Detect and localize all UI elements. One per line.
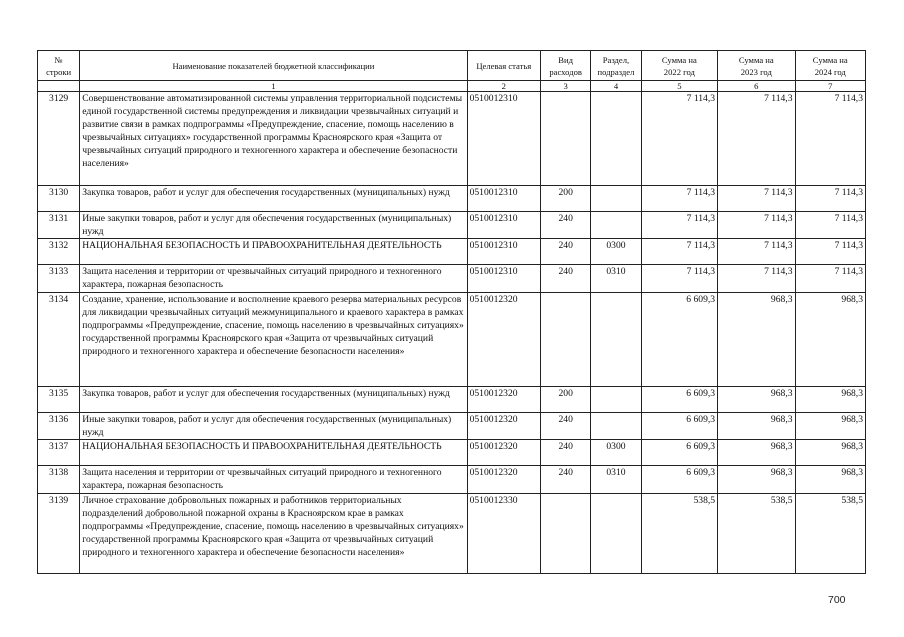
column-index: 5 xyxy=(641,81,717,92)
indicator-name: Защита населения и территории от чрезвычайных ситуаций природного и техногенного характера, пожарная безопасность xyxy=(80,466,467,494)
sum-2022: 6 609,3 xyxy=(641,440,717,466)
row-number: 3131 xyxy=(38,212,80,239)
sum-2022: 538,5 xyxy=(641,494,717,574)
sum-2022: 6 609,3 xyxy=(641,466,717,494)
indicator-name: Иные закупки товаров, работ и услуг для обеспечения государственных (муниципальных) нужд xyxy=(80,212,467,239)
row-number: 3137 xyxy=(38,440,80,466)
sum-2023: 968,3 xyxy=(718,293,795,387)
header-name: Наименование показателей бюджетной классификации xyxy=(80,51,467,81)
column-index: 6 xyxy=(718,81,795,92)
expense-type-code: 240 xyxy=(541,239,591,265)
expense-type-code xyxy=(541,92,591,186)
row-number: 3133 xyxy=(38,265,80,293)
table-row xyxy=(38,212,866,239)
table-row xyxy=(38,239,866,265)
sum-2024: 7 114,3 xyxy=(795,92,865,186)
sum-2022: 7 114,3 xyxy=(641,239,717,265)
header-expense-type: Вид расходов xyxy=(541,51,591,81)
target-article-code: 0510012320 xyxy=(467,466,540,494)
sum-2024: 968,3 xyxy=(795,387,865,413)
sum-2022: 7 114,3 xyxy=(641,265,717,293)
target-article-code: 0510012320 xyxy=(467,387,540,413)
expense-type-code xyxy=(541,293,591,387)
target-article-code: 0510012320 xyxy=(467,440,540,466)
table-row xyxy=(38,265,866,293)
section-code xyxy=(591,387,641,413)
target-article-code: 0510012330 xyxy=(467,494,540,574)
row-number: 3132 xyxy=(38,239,80,265)
row-number: 3136 xyxy=(38,413,80,440)
table-row xyxy=(38,466,866,494)
sum-2023: 7 114,3 xyxy=(718,212,795,239)
section-code xyxy=(591,92,641,186)
sum-2024: 7 114,3 xyxy=(795,186,865,212)
budget-table xyxy=(37,50,866,574)
sum-2024: 7 114,3 xyxy=(795,265,865,293)
sum-2022: 7 114,3 xyxy=(641,92,717,186)
sum-2022: 7 114,3 xyxy=(641,212,717,239)
table-row xyxy=(38,413,866,440)
indicator-name: Личное страхование добровольных пожарных и работников территориальных подразделений добровольной пожарной охраны в Красноярском крае в рамках подпрограммы «Предупреждение, спасение, помощь населению в чрезвычайных ситуациях» государственной программы Красноярского края «Защита от чрезвычайных ситуаций природного и техногенного характера и обеспечение безопасности населения» xyxy=(80,494,467,574)
indicator-name: НАЦИОНАЛЬНАЯ БЕЗОПАСНОСТЬ И ПРАВООХРАНИТЕЛЬНАЯ ДЕЯТЕЛЬНОСТЬ xyxy=(80,239,467,265)
section-code: 0300 xyxy=(591,440,641,466)
section-code: 0310 xyxy=(591,466,641,494)
column-index: 4 xyxy=(591,81,641,92)
section-code xyxy=(591,212,641,239)
table-row xyxy=(38,293,866,387)
sum-2023: 968,3 xyxy=(718,413,795,440)
target-article-code: 0510012310 xyxy=(467,239,540,265)
expense-type-code: 240 xyxy=(541,413,591,440)
column-index: 1 xyxy=(80,81,467,92)
sum-2024: 968,3 xyxy=(795,440,865,466)
table-row xyxy=(38,92,866,186)
indicator-name: Совершенствование автоматизированной системы управления территориальной подсистемы единой государственной системы предупреждения и ликвидации чрезвычайных ситуаций и развитие связи в рамках подпрограммы «Предупреждение, спасение, помощь населению в чрезвычайных ситуациях» государственной программы Красноярского края «Защита от чрезвычайных ситуаций природного и техногенного характера и обеспечение безопасности населения» xyxy=(80,92,467,186)
section-code xyxy=(591,293,641,387)
sum-2024: 7 114,3 xyxy=(795,212,865,239)
sum-2022: 6 609,3 xyxy=(641,387,717,413)
indicator-name: Защита населения и территории от чрезвычайных ситуаций природного и техногенного характера, пожарная безопасность xyxy=(80,265,467,293)
sum-2023: 7 114,3 xyxy=(718,92,795,186)
expense-type-code: 240 xyxy=(541,440,591,466)
expense-type-code: 240 xyxy=(541,212,591,239)
column-index-empty xyxy=(38,81,80,92)
section-code xyxy=(591,494,641,574)
expense-type-code: 240 xyxy=(541,466,591,494)
sum-2023: 968,3 xyxy=(718,440,795,466)
indicator-name: Закупка товаров, работ и услуг для обеспечения государственных (муниципальных) нужд xyxy=(80,186,467,212)
column-index-row xyxy=(38,81,866,92)
sum-2022: 6 609,3 xyxy=(641,293,717,387)
expense-type-code: 200 xyxy=(541,387,591,413)
sum-2023: 7 114,3 xyxy=(718,239,795,265)
target-article-code: 0510012320 xyxy=(467,293,540,387)
target-article-code: 0510012310 xyxy=(467,92,540,186)
column-index: 2 xyxy=(467,81,540,92)
header-sum-2024: Сумма на 2024 год xyxy=(795,51,865,81)
section-code: 0300 xyxy=(591,239,641,265)
target-article-code: 0510012310 xyxy=(467,212,540,239)
sum-2024: 968,3 xyxy=(795,413,865,440)
row-number: 3130 xyxy=(38,186,80,212)
sum-2022: 7 114,3 xyxy=(641,186,717,212)
indicator-name: Создание, хранение, использование и восполнение краевого резерва материальных ресурсов для ликвидации чрезвычайных ситуаций межмуниципального и краевого характера в рамках подпрограммы «Предупреждение, спасение, помощь населению в чрезвычайных ситуациях» государственной программы Красноярского края «Защита от чрезвычайных ситуаций природного и техногенного характера и обеспечение безопасности населения» xyxy=(80,293,467,387)
row-number: 3135 xyxy=(38,387,80,413)
table-body xyxy=(38,92,866,574)
table-row xyxy=(38,440,866,466)
column-index: 7 xyxy=(795,81,865,92)
sum-2022: 6 609,3 xyxy=(641,413,717,440)
header-row xyxy=(38,51,866,81)
table-row xyxy=(38,494,866,574)
table-row xyxy=(38,186,866,212)
header-sum-2022: Сумма на 2022 год xyxy=(641,51,717,81)
header-row-no: № строки xyxy=(38,51,80,81)
target-article-code: 0510012320 xyxy=(467,413,540,440)
sum-2023: 968,3 xyxy=(718,387,795,413)
column-index: 3 xyxy=(541,81,591,92)
sum-2023: 7 114,3 xyxy=(718,265,795,293)
header-sum-2023: Сумма на 2023 год xyxy=(718,51,795,81)
indicator-name: Закупка товаров, работ и услуг для обеспечения государственных (муниципальных) нужд xyxy=(80,387,467,413)
sum-2024: 968,3 xyxy=(795,466,865,494)
section-code: 0310 xyxy=(591,265,641,293)
indicator-name: Иные закупки товаров, работ и услуг для обеспечения государственных (муниципальных) нужд xyxy=(80,413,467,440)
row-number: 3138 xyxy=(38,466,80,494)
sum-2024: 538,5 xyxy=(795,494,865,574)
section-code xyxy=(591,186,641,212)
expense-type-code xyxy=(541,494,591,574)
target-article-code: 0510012310 xyxy=(467,186,540,212)
expense-type-code: 200 xyxy=(541,186,591,212)
target-article-code: 0510012310 xyxy=(467,265,540,293)
row-number: 3129 xyxy=(38,92,80,186)
sum-2024: 7 114,3 xyxy=(795,239,865,265)
row-number: 3139 xyxy=(38,494,80,574)
sum-2023: 968,3 xyxy=(718,466,795,494)
row-number: 3134 xyxy=(38,293,80,387)
table-row xyxy=(38,387,866,413)
indicator-name: НАЦИОНАЛЬНАЯ БЕЗОПАСНОСТЬ И ПРАВООХРАНИТЕЛЬНАЯ ДЕЯТЕЛЬНОСТЬ xyxy=(80,440,467,466)
page-number: 700 xyxy=(828,594,846,606)
sum-2023: 7 114,3 xyxy=(718,186,795,212)
section-code xyxy=(591,413,641,440)
sum-2024: 968,3 xyxy=(795,293,865,387)
header-section: Раздел, подраздел xyxy=(591,51,641,81)
header-target: Целевая статья xyxy=(467,51,540,81)
expense-type-code: 240 xyxy=(541,265,591,293)
sum-2023: 538,5 xyxy=(718,494,795,574)
